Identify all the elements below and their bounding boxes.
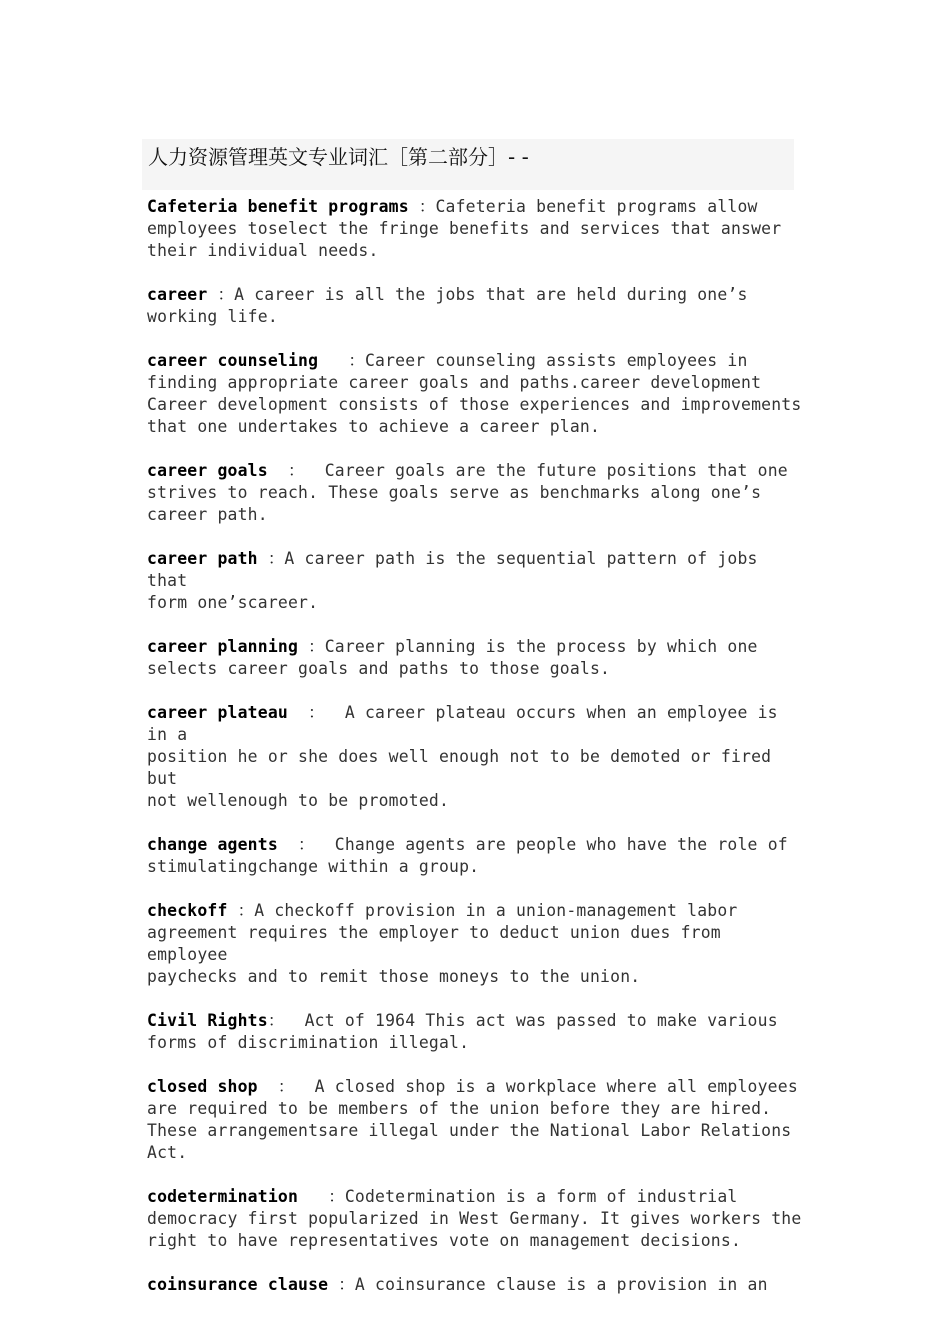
entry-definition: Career planning is the process by which one selects career goals and paths to those goals. xyxy=(147,637,758,678)
entry-definition: Act of 1964 This act was passed to make various forms of discrimination illegal. xyxy=(147,1011,778,1052)
glossary-entry xyxy=(147,460,807,526)
glossary-entry xyxy=(147,900,807,988)
entry-term: Cafeteria benefit programs xyxy=(147,197,409,216)
entry-definition: Career counseling assists employees in finding appropriate career goals and paths.career development Career development consists of those experiences and improvements that one undertakes to achieve a career plan. xyxy=(147,351,802,436)
entry-separator: ： xyxy=(277,835,335,854)
entry-term: career xyxy=(147,285,208,304)
entry-separator: ： xyxy=(298,1187,345,1206)
glossary-entry xyxy=(147,1274,807,1296)
entry-term: change agents xyxy=(147,835,278,854)
entry-term: career goals xyxy=(147,461,268,480)
glossary-entries xyxy=(147,196,807,1318)
entry-term: career path xyxy=(147,549,258,568)
entry-definition: A coinsurance clause is a provision in an xyxy=(354,1275,768,1294)
title-bar xyxy=(142,139,794,190)
entry-separator: ： xyxy=(207,285,235,304)
entry-definition: Change agents are people who have the role of stimulatingchange within a group. xyxy=(147,835,788,876)
glossary-entry xyxy=(147,548,807,614)
glossary-entry xyxy=(147,1186,807,1252)
entry-term: coinsurance clause xyxy=(147,1275,329,1294)
entry-definition: A closed shop is a workplace where all employees are required to be members of the union before they are hired. These arrangementsare illegal under the National Labor Relations Act. xyxy=(147,1077,798,1162)
entry-separator: ： xyxy=(328,1275,355,1294)
entry-term: career counseling xyxy=(147,351,319,370)
entry-separator: ： xyxy=(408,197,436,216)
glossary-entry xyxy=(147,284,807,328)
entry-separator: ： xyxy=(257,1077,315,1096)
entry-separator: ： xyxy=(298,637,325,656)
entry-separator: ： xyxy=(267,1011,305,1030)
entry-separator: ： xyxy=(287,703,345,722)
glossary-entry xyxy=(147,702,807,812)
entry-term: career planning xyxy=(147,637,299,656)
entry-term: codetermination xyxy=(147,1187,299,1206)
entry-definition: Codetermination is a form of industrial democracy first popularized in West Germany. It gives workers the right to have representatives vote on management decisions. xyxy=(147,1187,802,1250)
glossary-entry xyxy=(147,1010,807,1054)
entry-term: Civil Rights xyxy=(147,1011,268,1030)
glossary-entry xyxy=(147,834,807,878)
entry-definition: A career path is the sequential pattern of jobs that form one’scareer. xyxy=(147,549,758,612)
entry-definition: A checkoff provision in a union-management labor agreement requires the employer to deduct union dues from employee paychecks and to remit those moneys to the union. xyxy=(147,901,738,986)
document-title: 人力资源管理英文专业词汇［第二部分］- - xyxy=(148,145,529,169)
entry-definition: Cafeteria benefit programs allow employees toselect the fringe benefits and services that answer their individual needs. xyxy=(147,197,782,260)
entry-separator: ： xyxy=(267,461,325,480)
entry-term: closed shop xyxy=(147,1077,258,1096)
entry-separator: ： xyxy=(318,351,365,370)
glossary-entry xyxy=(147,636,807,680)
entry-separator: ： xyxy=(257,549,285,568)
entry-term: career plateau xyxy=(147,703,288,722)
entry-separator: ： xyxy=(227,901,255,920)
glossary-entry xyxy=(147,196,807,262)
entry-term: checkoff xyxy=(147,901,228,920)
entry-definition: A career is all the jobs that are held during one’s working life. xyxy=(147,285,748,326)
glossary-entry xyxy=(147,1076,807,1164)
glossary-entry xyxy=(147,350,807,438)
entry-definition: Career goals are the future positions that one strives to reach. These goals serve as benchmarks along one’s career path. xyxy=(147,461,788,524)
entry-definition: A career plateau occurs when an employee is in a position he or she does well enough not to be demoted or fired but not wellenough to be promoted. xyxy=(147,703,778,810)
